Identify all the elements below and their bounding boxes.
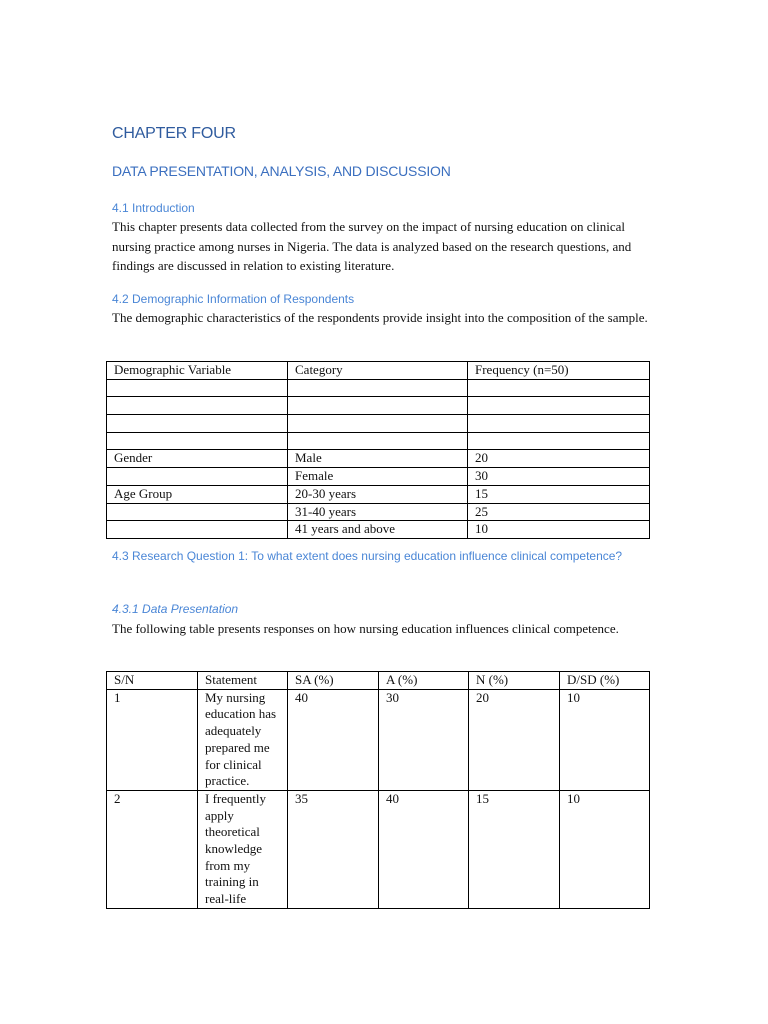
table-cell: My nursing education has adequately prepared me for clinical practice. bbox=[198, 689, 288, 790]
table-cell: 20 bbox=[469, 689, 560, 790]
header-cell: Category bbox=[288, 362, 468, 380]
table-row bbox=[107, 379, 650, 397]
table-row bbox=[107, 415, 650, 433]
header-cell: D/SD (%) bbox=[560, 672, 650, 690]
table-row bbox=[107, 485, 650, 503]
table-cell bbox=[107, 521, 288, 539]
rq1-paragraph: The following table presents responses on how nursing education influences clinical competence. bbox=[112, 621, 619, 636]
table-row bbox=[107, 521, 650, 539]
table-cell: 1 bbox=[107, 689, 198, 790]
table-cell: 35 bbox=[288, 790, 379, 908]
table-cell: 30 bbox=[468, 468, 650, 486]
rq1-subheading: 4.3.1 Data Presentation bbox=[112, 602, 239, 616]
table-row bbox=[107, 503, 650, 521]
table-cell bbox=[468, 397, 650, 415]
table-cell bbox=[288, 397, 468, 415]
table-cell: 40 bbox=[379, 790, 469, 908]
table-row bbox=[107, 432, 650, 450]
table-cell: 25 bbox=[468, 503, 650, 521]
table-cell: Gender bbox=[107, 450, 288, 468]
table-cell bbox=[468, 379, 650, 397]
table-cell: 20-30 years bbox=[288, 485, 468, 503]
demographic-heading: 4.2 Demographic Information of Respondents bbox=[112, 292, 355, 306]
table-header-row bbox=[107, 672, 650, 690]
table-cell: 2 bbox=[107, 790, 198, 908]
header-cell: Statement bbox=[198, 672, 288, 690]
table-cell bbox=[107, 379, 288, 397]
header-cell: S/N bbox=[107, 672, 198, 690]
header-cell: Demographic Variable bbox=[107, 362, 288, 380]
table-row bbox=[107, 468, 650, 486]
header-cell: A (%) bbox=[379, 672, 469, 690]
table-cell bbox=[107, 468, 288, 486]
table-row bbox=[107, 450, 650, 468]
table-cell: 15 bbox=[468, 485, 650, 503]
table-row bbox=[107, 397, 650, 415]
table-cell bbox=[107, 415, 288, 433]
table-cell: 40 bbox=[288, 689, 379, 790]
chapter-heading: CHAPTER FOUR bbox=[112, 125, 236, 142]
table-cell: 30 bbox=[379, 689, 469, 790]
intro-paragraph: This chapter presents data collected from the survey on the impact of nursing education on clinical nursing practice among nurses in Nigeria. The data is analyzed based on the research questions, and findings are discussed in relation to existing literature. bbox=[112, 219, 632, 273]
rq1-heading: 4.3 Research Question 1: To what extent does nursing education influence clinical competence? bbox=[112, 549, 623, 563]
table-cell: Female bbox=[288, 468, 468, 486]
intro-heading: 4.1 Introduction bbox=[112, 201, 195, 215]
table-cell bbox=[107, 432, 288, 450]
table-cell: Age Group bbox=[107, 485, 288, 503]
table-cell: 10 bbox=[560, 790, 650, 908]
table-header-row bbox=[107, 362, 650, 380]
chapter-title: DATA PRESENTATION, ANALYSIS, AND DISCUSSION bbox=[112, 163, 451, 179]
table-row bbox=[107, 689, 650, 790]
table-cell bbox=[288, 379, 468, 397]
table-cell bbox=[468, 432, 650, 450]
table-cell: 10 bbox=[560, 689, 650, 790]
table-row bbox=[107, 790, 650, 908]
demographic-table bbox=[106, 361, 650, 539]
rq1-responses-table bbox=[106, 671, 650, 909]
table-cell bbox=[107, 397, 288, 415]
table-cell bbox=[288, 432, 468, 450]
table-cell: Male bbox=[288, 450, 468, 468]
table-cell: 31-40 years bbox=[288, 503, 468, 521]
demographic-paragraph: The demographic characteristics of the respondents provide insight into the composition of the sample. bbox=[112, 310, 648, 325]
header-cell: SA (%) bbox=[288, 672, 379, 690]
header-cell: Frequency (n=50) bbox=[468, 362, 650, 380]
table-cell bbox=[107, 503, 288, 521]
table-cell: 20 bbox=[468, 450, 650, 468]
table-cell bbox=[288, 415, 468, 433]
table-cell: 15 bbox=[469, 790, 560, 908]
table-cell: I frequently apply theoretical knowledge from my training in real-life bbox=[198, 790, 288, 908]
header-cell: N (%) bbox=[469, 672, 560, 690]
table-cell bbox=[468, 415, 650, 433]
table-cell: 10 bbox=[468, 521, 650, 539]
table-cell: 41 years and above bbox=[288, 521, 468, 539]
